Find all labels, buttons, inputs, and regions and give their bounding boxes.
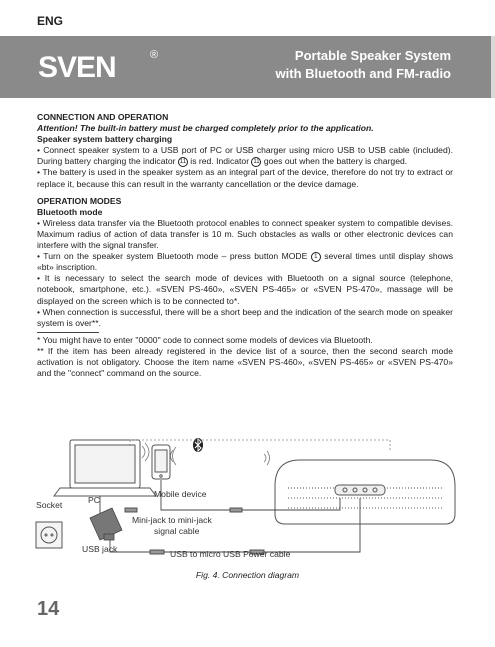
section-title-connection: CONNECTION AND OPERATION bbox=[37, 112, 169, 122]
paragraph-charging: • Connect speaker system to a USB port of PC or USB charger using micro USB to USB cable (included). During battery charging the indicator 11 is red. Indicator 11 goes out when the battery is charged. bbox=[37, 145, 453, 167]
sven-logo bbox=[38, 52, 163, 80]
connection-diagram bbox=[30, 438, 470, 580]
label-usb-jack: USB jack bbox=[82, 544, 118, 554]
wall-socket-icon bbox=[36, 522, 62, 548]
label-minijack-line1: Mini-jack to mini-jack bbox=[132, 515, 212, 525]
paragraph-wireless: • Wireless data transfer via the Bluetooth protocol enables to connect speaker system to compatible devises. Maximum radius of action of data transfer is 10 m. Such obstacles as walls or other electronic devices can interfere with the signal transfer. bbox=[37, 217, 453, 251]
banner-edge bbox=[491, 36, 495, 98]
subsection-battery-charging: Speaker system battery charging bbox=[37, 134, 173, 145]
label-mobile-device: Mobile device bbox=[154, 489, 207, 499]
indicator-11-icon: 11 bbox=[253, 159, 260, 166]
label-usb-cable: USB to micro USB Power cable bbox=[170, 549, 291, 559]
label-socket: Socket bbox=[36, 500, 63, 510]
mode-button-1-icon: 1 bbox=[311, 252, 321, 262]
usb-charger-icon bbox=[90, 508, 122, 540]
laptop-icon bbox=[54, 440, 156, 496]
paragraph-battery-integral: • The battery is used in the speaker system as an integral part of the device, therefore do not try to extract or replace it, because this can result in the warranty cancellation or the device damage. bbox=[37, 167, 453, 189]
attention-note: Attention! The built-in battery must be charged completely prior to the application. bbox=[37, 123, 374, 134]
usb-cable bbox=[100, 496, 360, 554]
indicator-11-icon: 11 bbox=[179, 159, 187, 166]
paragraph-search-mode: • It is necessary to select the search mode of devices with Bluetooth on a signal source (telephone, notebook, smartphone, etc.). «SVEN PS-460», «SVEN PS-465» or «SVEN PS-470», massage will be displayed on the screen which is to be connected to*. bbox=[37, 273, 453, 306]
paragraph-mode-button: • Turn on the speaker system Bluetooth mode – press button MODE 1 several times until display shows «bt» inscription. bbox=[37, 251, 453, 273]
paragraph-connection-success: • When connection is successful, there will be a short beep and the indication of the search mode on speaker system is over**. bbox=[37, 306, 453, 328]
footnote-1: * You might have to enter "0000" code to connect some models of devices via Bluetooth. bbox=[37, 334, 373, 345]
figure-caption: Fig. 4. Connection diagram bbox=[195, 570, 300, 580]
speaker-icon bbox=[275, 460, 455, 524]
page-number: 14 bbox=[37, 598, 60, 620]
section-title-operation-modes: OPERATION MODES bbox=[37, 195, 122, 206]
mobile-phone-icon bbox=[152, 445, 170, 479]
footnote-divider bbox=[37, 332, 99, 333]
subsection-bluetooth-mode: Bluetooth mode bbox=[37, 206, 103, 217]
language-label: ENG bbox=[37, 14, 64, 28]
product-title-line1: Portable Speaker System bbox=[294, 48, 451, 63]
label-minijack-line2: signal cable bbox=[154, 526, 200, 536]
footnote-2: ** If the item has been already registered in the device list of a source, then the second search mode activation is not obligatory. Choose the item name «SVEN PS-460», «SVEN PS-465» or «SVEN PS-470» and the "connect" command on the source. bbox=[37, 345, 453, 379]
product-title-line2: with Bluetooth and FM-radio bbox=[275, 66, 451, 81]
registered-mark: ® bbox=[150, 49, 159, 61]
svg-text:SVEN: SVEN bbox=[38, 52, 116, 80]
content bbox=[37, 112, 453, 379]
header-banner bbox=[0, 36, 495, 98]
label-pc: PC bbox=[88, 495, 100, 505]
